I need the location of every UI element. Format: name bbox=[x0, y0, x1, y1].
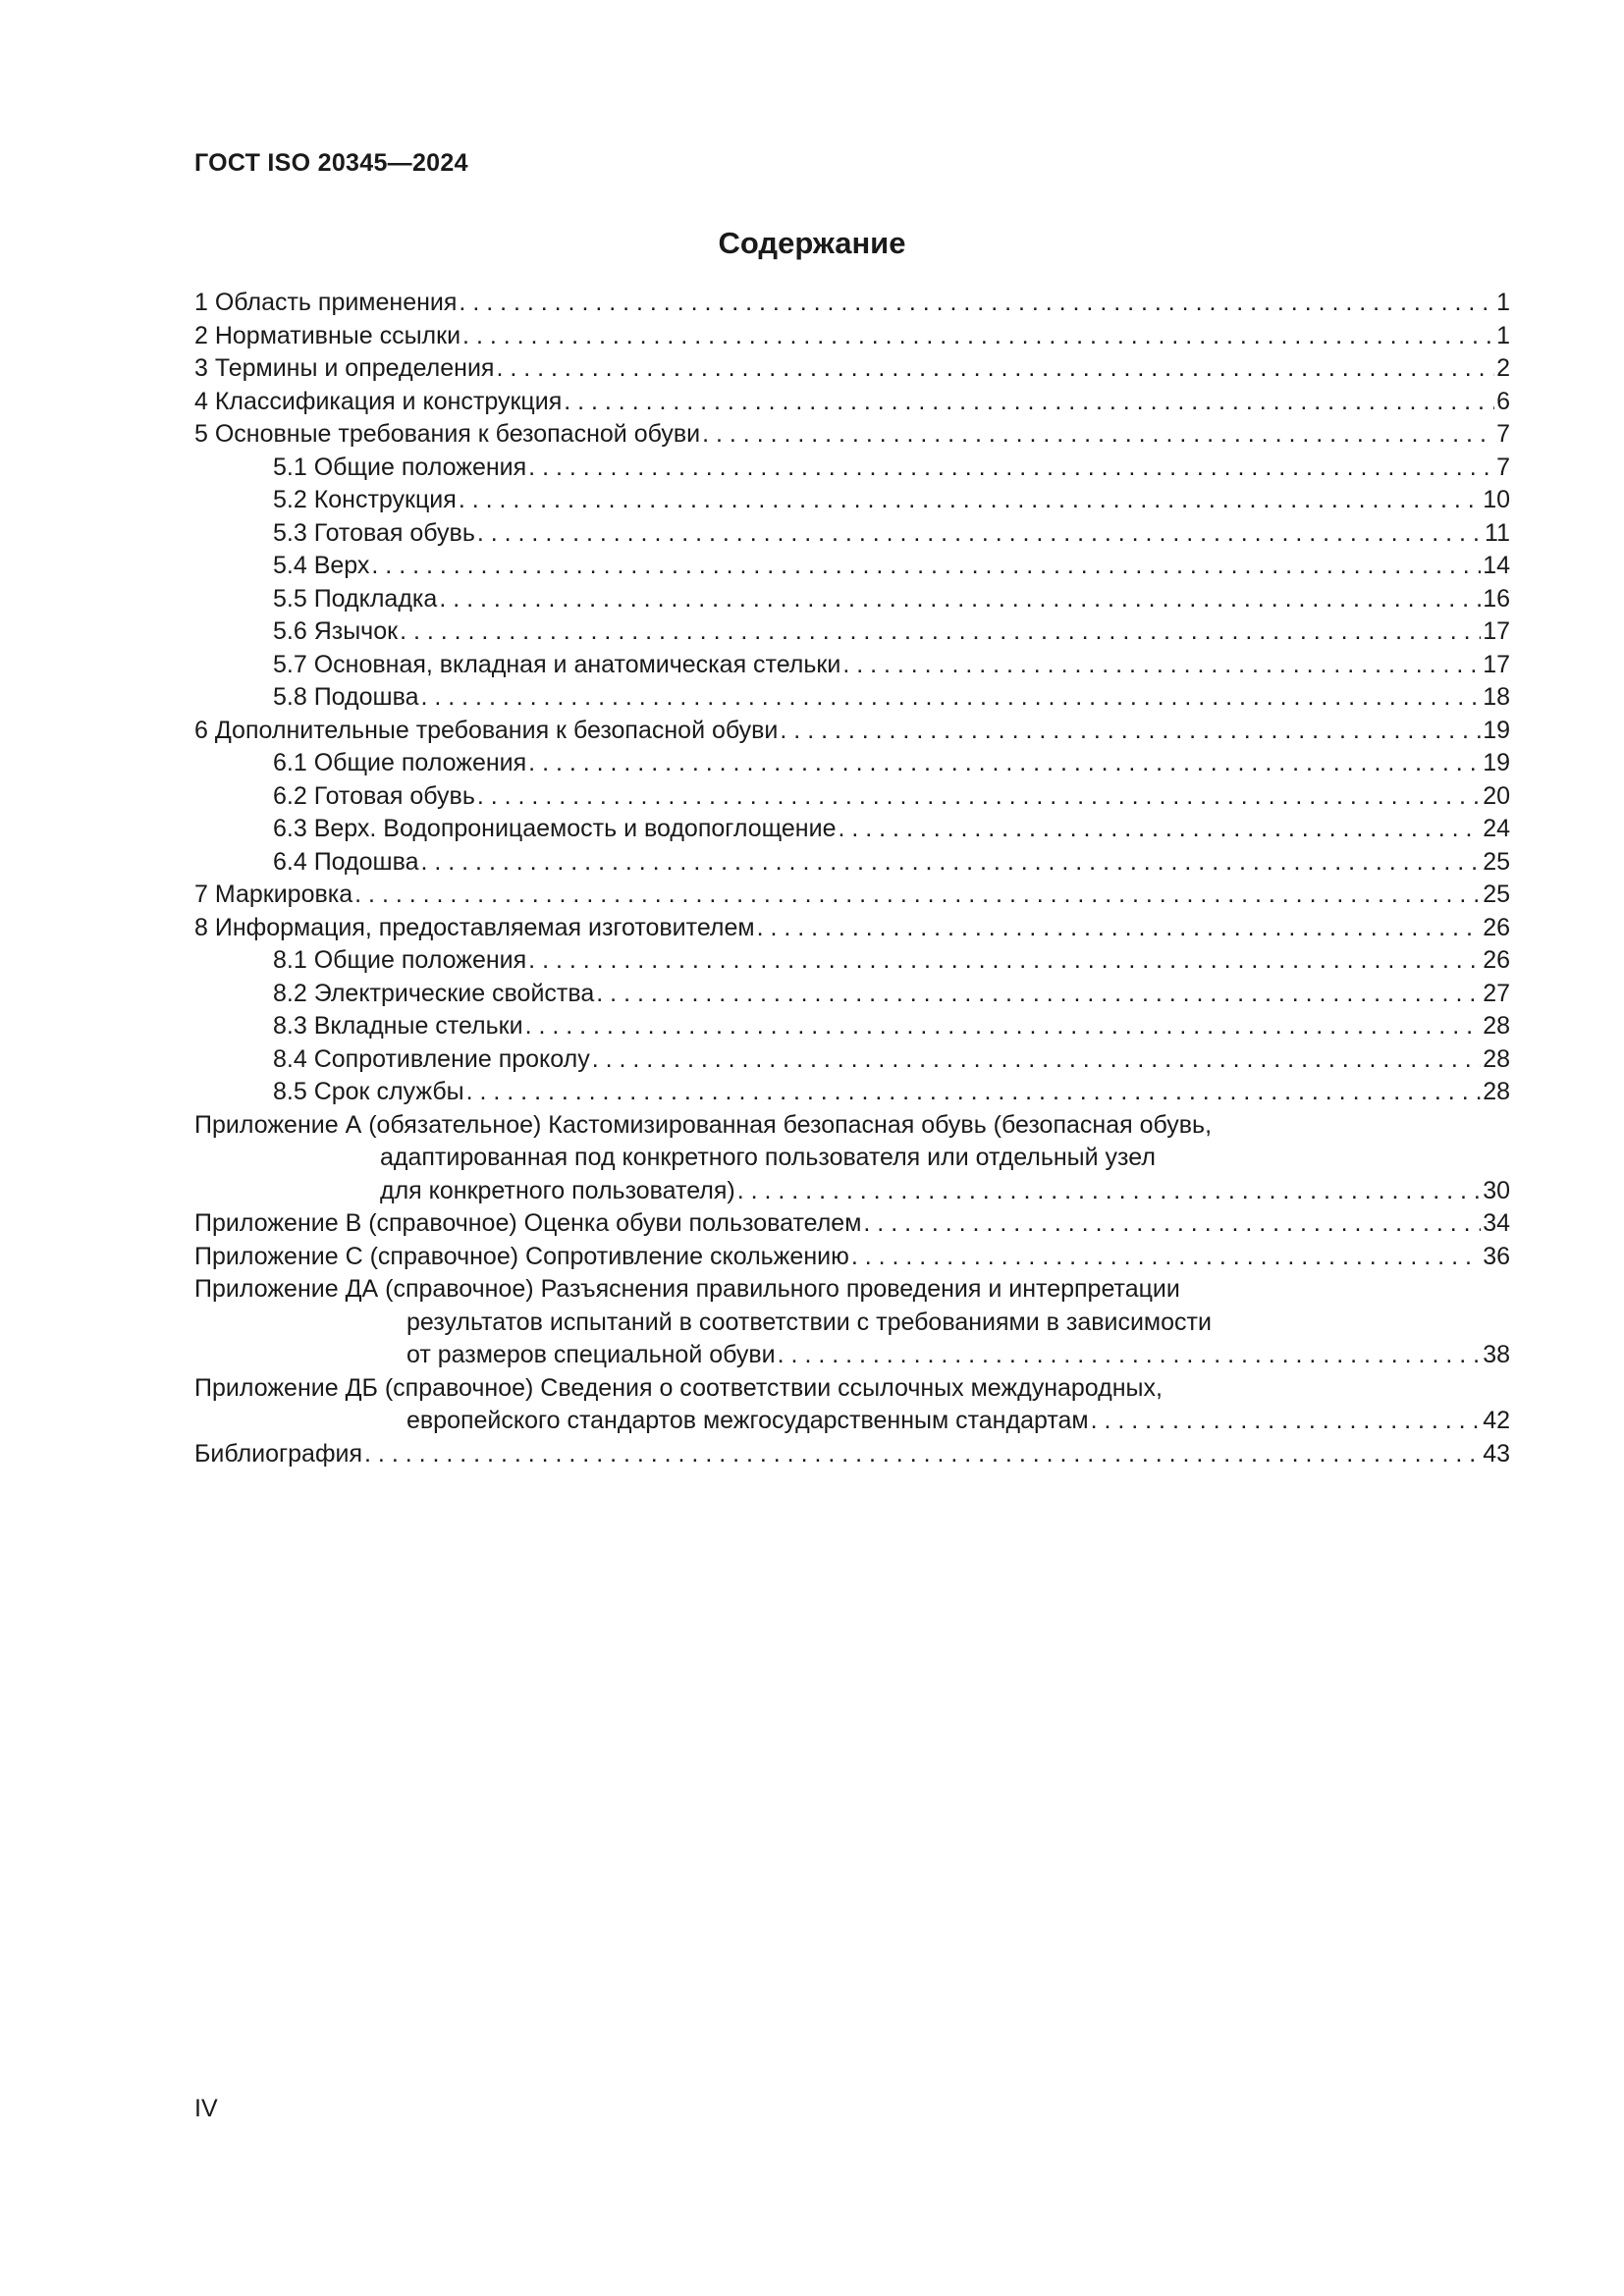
dot-leader bbox=[737, 1175, 1481, 1208]
toc-entry-text: Библиография bbox=[194, 1439, 363, 1468]
toc-page-number: 1 bbox=[1496, 289, 1510, 316]
toc-page-number: 26 bbox=[1483, 913, 1510, 941]
toc-appendix-da-line1[interactable] bbox=[194, 1273, 1510, 1307]
toc-page-number: 28 bbox=[1483, 1078, 1510, 1105]
toc-entry-text: 8.5 Срок службы bbox=[273, 1078, 464, 1105]
toc-entry-text: 6.3 Верх. Водопроницаемость и водопоглощение bbox=[273, 815, 837, 842]
toc-bibliography[interactable] bbox=[194, 1438, 1510, 1471]
toc-entry-text: 5.5 Подкладка bbox=[273, 584, 438, 613]
dot-leader bbox=[420, 846, 1481, 880]
toc-entry[interactable] bbox=[194, 1043, 1510, 1077]
dot-leader bbox=[757, 912, 1482, 945]
dot-leader bbox=[851, 1241, 1481, 1274]
dot-leader bbox=[462, 320, 1494, 353]
toc-page-number: 38 bbox=[1483, 1341, 1510, 1368]
toc-entry-text: 5.4 Верх bbox=[273, 552, 370, 579]
document-id-header: ГОСТ ISO 20345—2024 bbox=[194, 149, 468, 177]
toc-appendix-da-line3[interactable] bbox=[194, 1339, 1510, 1372]
dot-leader bbox=[496, 352, 1494, 386]
toc-entry[interactable] bbox=[194, 681, 1510, 715]
toc-entry-text: 5.8 Подошва bbox=[273, 683, 419, 711]
dot-leader bbox=[528, 452, 1494, 485]
toc-entry-text: Приложение ДА (справочное) Разъяснения правильного проведения и интерпретации bbox=[194, 1275, 1180, 1303]
toc-entry-text: Приложение С (справочное) Сопротивление скольжению bbox=[194, 1242, 849, 1270]
dot-leader bbox=[863, 1207, 1481, 1241]
dot-leader bbox=[371, 550, 1481, 583]
toc-entry-text: для конкретного пользователя) bbox=[380, 1176, 735, 1204]
toc-entry-text: 8.3 Вкладные стельки bbox=[273, 1012, 523, 1040]
toc-page-number: 28 bbox=[1483, 1044, 1510, 1073]
toc-entry[interactable] bbox=[194, 583, 1510, 616]
toc-entry-text: 6.4 Подошва bbox=[273, 847, 419, 876]
dot-leader bbox=[459, 484, 1481, 517]
toc-entry[interactable] bbox=[194, 649, 1510, 682]
toc-appendix-a-line2[interactable] bbox=[194, 1142, 1510, 1175]
toc-entry-text: 7 Маркировка bbox=[194, 881, 353, 908]
toc-entry-text: 8 Информация, предоставляемая изготовителем bbox=[194, 913, 755, 941]
dot-leader bbox=[354, 879, 1481, 912]
dot-leader bbox=[564, 386, 1494, 419]
toc-entry-text: адаптированная под конкретного пользователя или отдельный узел bbox=[380, 1144, 1156, 1171]
toc-page-number: 14 bbox=[1483, 552, 1510, 579]
dot-leader bbox=[838, 813, 1481, 846]
toc-entry-text: 8.4 Сопротивление проколу bbox=[273, 1044, 590, 1073]
dot-leader bbox=[466, 1076, 1482, 1109]
toc-page-number: 16 bbox=[1483, 584, 1510, 613]
toc-entry-text: 6.2 Готовая обувь bbox=[273, 781, 475, 810]
toc-entry-text: 8.1 Общие положения bbox=[273, 946, 527, 974]
toc-entry-text: 1 Область применения bbox=[194, 289, 458, 316]
toc-entry[interactable] bbox=[194, 484, 1510, 517]
toc-appendix-a-line1[interactable] bbox=[194, 1109, 1510, 1143]
toc-entry[interactable] bbox=[194, 418, 1510, 452]
toc-entry-text: 6 Дополнительные требования к безопасной обуви bbox=[194, 716, 779, 744]
toc-entry-text: 5 Основные требования к безопасной обуви bbox=[194, 420, 701, 448]
toc-appendix-b[interactable] bbox=[194, 1207, 1510, 1241]
toc-title: Содержание bbox=[718, 226, 906, 260]
toc-page-number: 17 bbox=[1483, 650, 1510, 678]
toc-page-number: 6 bbox=[1496, 387, 1510, 415]
toc-page-number: 20 bbox=[1483, 781, 1510, 810]
toc-entry-text: 6.1 Общие положения bbox=[273, 749, 527, 776]
dot-leader bbox=[780, 715, 1481, 748]
toc-entry[interactable] bbox=[194, 320, 1510, 353]
toc-page-number: 2 bbox=[1496, 354, 1510, 382]
toc-entry[interactable] bbox=[194, 1010, 1510, 1043]
toc-entry[interactable] bbox=[194, 386, 1510, 419]
dot-leader bbox=[439, 583, 1481, 616]
toc-entry-text: 5.6 Язычок bbox=[273, 617, 399, 645]
toc-page-number: 24 bbox=[1483, 815, 1510, 842]
toc-page-number: 19 bbox=[1483, 716, 1510, 744]
toc-entry[interactable] bbox=[194, 287, 1510, 320]
dot-leader bbox=[528, 747, 1481, 780]
toc-page-number: 10 bbox=[1483, 486, 1510, 513]
dot-leader bbox=[400, 615, 1481, 649]
toc-entry[interactable] bbox=[194, 747, 1510, 780]
toc-entry[interactable] bbox=[194, 517, 1510, 551]
toc-entry[interactable] bbox=[194, 550, 1510, 583]
toc-entry[interactable] bbox=[194, 1076, 1510, 1109]
toc-entry-text: от размеров специальной обуви bbox=[406, 1341, 776, 1368]
table-of-contents bbox=[194, 287, 1510, 1470]
toc-page-number: 7 bbox=[1496, 420, 1510, 448]
toc-page-number: 42 bbox=[1483, 1407, 1510, 1434]
toc-entry-text: 5.3 Готовая обувь bbox=[273, 518, 475, 547]
dot-leader bbox=[525, 1010, 1482, 1043]
toc-entry[interactable] bbox=[194, 813, 1510, 846]
toc-entry[interactable] bbox=[194, 944, 1510, 978]
dot-leader bbox=[778, 1339, 1482, 1372]
toc-entry-text: 5.2 Конструкция bbox=[273, 486, 457, 513]
toc-entry-text: 8.2 Электрические свойства bbox=[273, 979, 595, 1007]
toc-appendix-c[interactable] bbox=[194, 1241, 1510, 1274]
dot-leader bbox=[477, 780, 1481, 814]
toc-entry-text: Приложение А (обязательное) Кастомизированная безопасная обувь (безопасная обувь, bbox=[194, 1110, 1213, 1139]
toc-appendix-db-line2[interactable] bbox=[194, 1405, 1510, 1438]
toc-appendix-db-line1[interactable] bbox=[194, 1372, 1510, 1406]
toc-page-number: 36 bbox=[1483, 1242, 1510, 1270]
dot-leader bbox=[364, 1438, 1481, 1471]
dot-leader bbox=[420, 681, 1481, 715]
toc-appendix-a-line3[interactable] bbox=[194, 1175, 1510, 1208]
toc-entry-text: 5.7 Основная, вкладная и анатомическая стельки bbox=[273, 650, 841, 678]
toc-entry-text: 5.1 Общие положения bbox=[273, 453, 527, 481]
toc-page-number: 43 bbox=[1483, 1439, 1510, 1468]
toc-page-number: 26 bbox=[1483, 946, 1510, 974]
dot-leader bbox=[528, 944, 1481, 978]
dot-leader bbox=[842, 649, 1481, 682]
toc-entry[interactable] bbox=[194, 452, 1510, 485]
toc-page-number: 34 bbox=[1483, 1209, 1510, 1237]
toc-entry[interactable] bbox=[194, 715, 1510, 748]
toc-entry[interactable] bbox=[194, 352, 1510, 386]
toc-entry-text: Приложение ДБ (справочное) Сведения о соответствии ссылочных международных, bbox=[194, 1373, 1163, 1402]
toc-page-number: 7 bbox=[1496, 453, 1510, 481]
toc-page-number: 19 bbox=[1483, 749, 1510, 776]
toc-entry-text: европейского стандартов межгосударственным стандартам bbox=[406, 1407, 1089, 1434]
toc-page-number: 25 bbox=[1483, 847, 1510, 876]
toc-page-number: 11 bbox=[1485, 518, 1510, 547]
toc-entry-text: 3 Термины и определения bbox=[194, 354, 495, 382]
page-number-footer: IV bbox=[194, 2095, 218, 2122]
toc-page-number: 18 bbox=[1483, 683, 1510, 711]
toc-entry-text: 4 Классификация и конструкция bbox=[194, 387, 563, 415]
toc-appendix-da-line2[interactable] bbox=[194, 1307, 1510, 1340]
toc-page-number: 25 bbox=[1483, 881, 1510, 908]
toc-entry[interactable] bbox=[194, 615, 1510, 649]
toc-page-number: 30 bbox=[1483, 1176, 1510, 1204]
toc-entries-list bbox=[194, 287, 1510, 1109]
toc-page-number: 28 bbox=[1483, 1012, 1510, 1040]
toc-page-number: 1 bbox=[1496, 321, 1510, 349]
toc-page-number: 17 bbox=[1483, 617, 1510, 645]
toc-entry[interactable] bbox=[194, 780, 1510, 814]
dot-leader bbox=[1091, 1405, 1482, 1438]
toc-entry-text: Приложение В (справочное) Оценка обуви пользователем bbox=[194, 1209, 862, 1237]
toc-entry[interactable] bbox=[194, 879, 1510, 912]
dot-leader bbox=[477, 517, 1483, 551]
dot-leader bbox=[702, 418, 1494, 452]
toc-entry-text: 2 Нормативные ссылки bbox=[194, 321, 461, 349]
toc-entry[interactable] bbox=[194, 912, 1510, 945]
dot-leader bbox=[592, 1043, 1481, 1077]
toc-entry[interactable] bbox=[194, 978, 1510, 1011]
dot-leader bbox=[459, 287, 1494, 320]
dot-leader bbox=[596, 978, 1481, 1011]
toc-entry[interactable] bbox=[194, 846, 1510, 880]
toc-page-number: 27 bbox=[1483, 979, 1510, 1007]
toc-entry-text: результатов испытаний в соответствии с требованиями в зависимости bbox=[406, 1308, 1212, 1336]
